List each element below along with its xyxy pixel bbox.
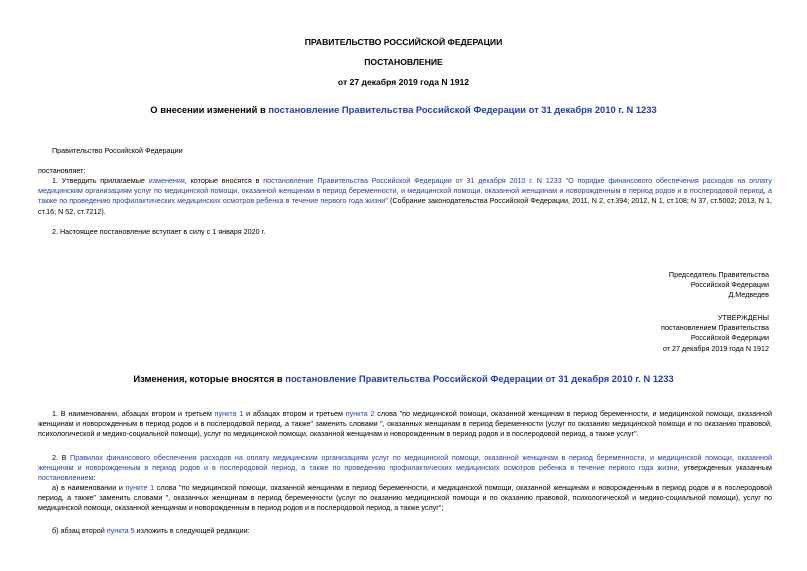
change-2-part-c: : (93, 473, 96, 483)
change-2b-part-a: б) абзац второй (52, 526, 107, 535)
change-1-part-c: слова "по медицинской помощи, оказанной женщинам в период беременности, и медицинской помощи, оказанной женщинам и новорожденным в период родов и в послеродовой период, а также" заменить словами ", оказанных женщинам в период беременности (услуг по оказанию медицинской помощи и по оказанию правовой, психологической и медико-социальной помощи), услуг по медицинской помощи, оказанной женщинам и новорожденным в период родов и в послеродовой период, а также услуг". (38, 409, 773, 439)
paragraph-1-end: (Собрание законодательства Российской Федерации, 2011, N 2, ст.394; 2012, N 1, ст.108; N 37, ст.5002; 2013, N 1, ст.16; N 52, ст.7212). (38, 196, 772, 216)
doc-date-heading: от 27 декабря 2019 года N 1912 (337, 77, 470, 87)
approval-date: от 27 декабря 2019 года N 1912 (662, 343, 769, 353)
doc-type-heading: ПОСТАНОВЛЕНИЕ (364, 57, 443, 67)
point-2-link[interactable]: пункта 2 (345, 409, 375, 418)
decree-1233-link[interactable]: постановление Правительства Российской Федерации от 31 декабря 2010 г. N 1233 "О порядке финансового обеспечения расходов на оплату медицинским организациям услуг по медицинской помощи, оказанной женщинам в период беременности, и медицинской помощи, оказанной женщинам и новорожденным в период родов и в послеродовой период, а также по проведению профилактических медицинских осмотров ребенка в течение первого года жизни" (38, 176, 772, 206)
change-1 (38, 409, 772, 440)
changes-title-prefix: Изменения, которые вносятся в (133, 373, 286, 384)
paragraph-1 (38, 176, 772, 217)
rules-link[interactable]: Правилах финансового обеспечения расходов на оплату медицинским организациям услуг по медицинской помощи, оказанной женщинам в период беременности, и медицинской помощи, оказанной женщинам и новорожденным в период родов и в послеродовой период, а также по проведению профилактических медицинских осмотров ребенка в течение первого года жизни (38, 453, 772, 473)
paragraph-1-start: 1. Утвердить прилагаемые (52, 176, 149, 185)
doc-title (0, 103, 807, 116)
signature-org: Российской Федерации (690, 280, 769, 290)
change-2b-part-b: изложить в следующей редакции: (134, 526, 250, 535)
change-1-part-a: 1. В наименовании, абзацах втором и третьем (52, 409, 215, 418)
decree-link[interactable]: постановлением (38, 473, 94, 483)
change-2-part-b: , утвержденных указанным (677, 463, 772, 473)
paragraph-2: 2. Настоящее постановление вступает в силу с 1 января 2020 г. (52, 227, 266, 236)
change-2 (38, 453, 772, 484)
issuer-line: Правительство Российской Федерации (52, 146, 183, 155)
signature-position: Председатель Правительства (668, 270, 769, 279)
change-2a (38, 483, 772, 514)
clause-1-link[interactable]: пункте 1 (125, 483, 155, 492)
approval-title: УТВЕРЖДЕНЫ (717, 313, 769, 322)
approval-by: постановлением Правительства (661, 323, 769, 333)
decrees-line: постановляет: (38, 166, 86, 175)
org-heading: ПРАВИТЕЛЬСТВО РОССИЙСКОЙ ФЕДЕРАЦИИ (304, 37, 503, 47)
signature-block (569, 270, 769, 301)
clause-5-link[interactable]: пункта 5 (106, 526, 135, 535)
approval-org: Российской Федерации (690, 333, 769, 343)
signature-name: Д.Медведев (728, 290, 769, 300)
changes-title (0, 372, 807, 385)
change-2b (38, 526, 772, 536)
changes-title-link[interactable]: постановление Правительства Российской Федерации от 31 декабря 2010 г. N 1233 (285, 373, 674, 384)
doc-title-link[interactable]: постановление Правительства Российской Федерации от 31 декабря 2010 г. N 1233 (268, 104, 657, 115)
paragraph-1-mid: , которые вносятся в (184, 176, 264, 185)
change-2a-part-a: а) в наименовании и (52, 483, 126, 492)
doc-title-prefix: О внесении изменений в (150, 104, 269, 115)
change-2a-part-b: слова "по медицинской помощи, оказанной женщинам в период беременности, и медицинской помощи, оказанной женщинам и новорожденным в период родов и в послеродовой период, а также" заменить словами ", оказанных женщинам в период беременности (услуг по оказанию медицинской помощи и по оказанию правовой, психологической и медико-социальной помощи), услуг по медицинской помощи, оказанной женщинам и новорожденным в период родов и в послеродовой период, а также услуг"; (38, 483, 772, 513)
approval-block (569, 313, 769, 354)
change-2-part-a: 2. В (52, 453, 71, 462)
point-1-link[interactable]: пункта 1 (214, 409, 244, 418)
changes-link[interactable]: изменения (148, 176, 185, 185)
change-1-part-b: и абзацах втором и третьем (243, 409, 346, 418)
